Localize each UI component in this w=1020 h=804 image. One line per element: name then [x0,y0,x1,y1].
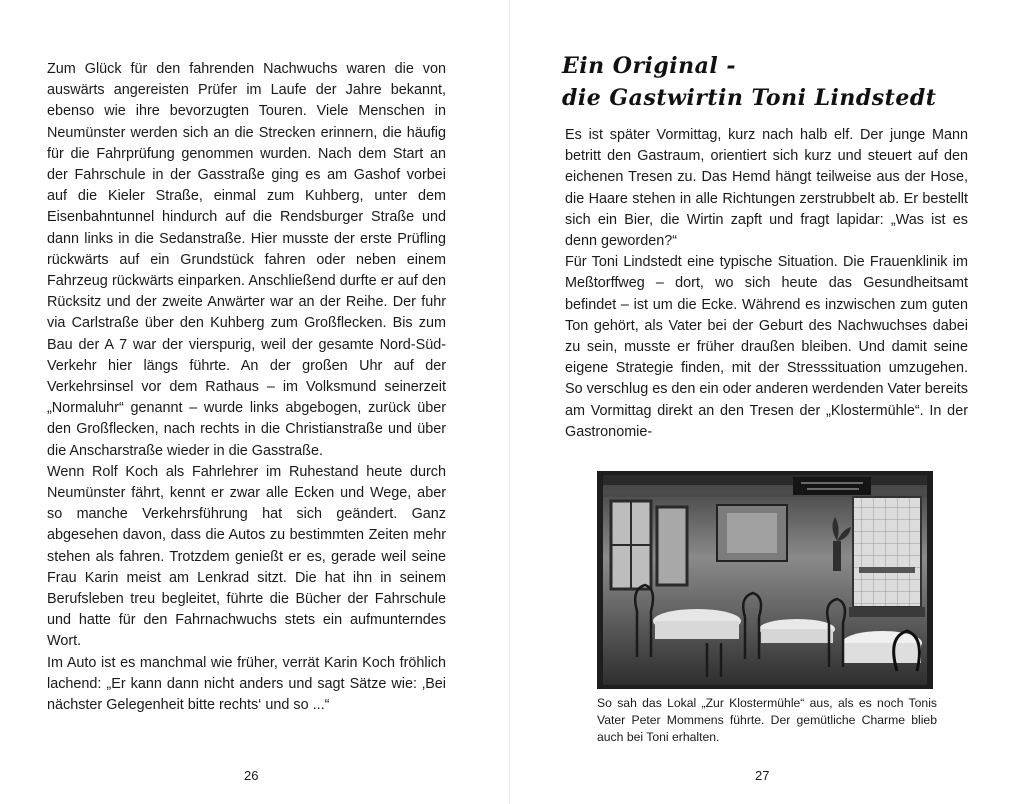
right-page-body [565,125,968,443]
left-paragraph: Wenn Rolf Koch als Fahrlehrer im Ruhestand heute durch Neumünster fährt, kennt er zwar alle Ecken und Wege, aber so manche Verkehrsführung hat sich geändert. Ganz abgesehen davon, dass die Autos zu bestimmten Zeiten mehr stehen als fahren. Trotzdem genießt er es, gerade weil seine Frau Karin meist am Lenkrad sitzt. Die hat ihn in seinem Berufsleben treu begleitet, führte die Bücher der Fahrschule und hatte für den Fahrnachwuchs stets ein aufmunterndes Wort. [47,463,446,650]
left-paragraph: Zum Glück für den fahrenden Nachwuchs waren die von auswärts angereisten Prüfer im Laufe der Jahre bekannt, ebenso wie ihre bevorzugten Touren. Viele Menschen in Neumünster werden sich an die Strecken erinnern, die häufig für die Fahrprüfung genommen wurden. Nach dem Start an der Fahrschule in der Gasstraße ging es am Gashof vorbei auf die Kieler Straße, einmal zum Kuhberg, unter dem Eisenbahntunnel hindurch auf die Rendsburger Straße und dann links in die Sedanstraße. Hier musste der erste Prüfling rückwärts auf ein Grundstück fahren oder neben einem Fahrzeug rückwärts einparken. Anschließend durfte er auf den Rücksitz und der zweite Anwärter war an der Reihe. Der fuhr via Carlstraße über den Kuhberg zum Großflecken. Bis zum Bau der A 7 war der vierspurig, weil der gesamte Nord-Süd-Verkehr hier längs führte. An der großen Uhr auf der Verkehrsinsel vor dem Rathaus – im Volksmund seinerzeit „Normaluhr“ genannt – wurde links abgebogen, zurück über den Großflecken, nach rechts in die Christianstraße und über die Anscharstraße wieder in die Gasstraße. [47,61,446,459]
right-paragraph: Es ist später Vormittag, kurz nach halb elf. Der junge Mann betritt den Gastraum, orientiert sich kurz und steuert auf den eichenen Tresen zu. Das Hemd hängt teilweise aus der Hose, die Haare stehen in alle Richtungen zerstrubbelt ab. Er bestellt sich ein Bier, die Wirtin zapft und fragt lapidar: „Was ist es denn geworden?“ [565,127,968,250]
left-paragraph: Im Auto ist es manchmal wie früher, verrät Karin Koch fröhlich lachend: „Er kann dann nicht anders und sagt Sätze wie: ‚Bei nächster Gelegenheit bitte rechts‘ und so ...“ [47,654,446,714]
right-paragraph: Für Toni Lindstedt eine typische Situation. Die Frauenklinik im Meßtorffweg – dort, wo sich heute das Gesundheitsamt befindet – ist um die Ecke. Während es inzwischen zum guten Ton gehört, als Vater bei der Geburt des Nachwuchses dabei zu sein, musste er früher draußen bleiben. Und damit seine eigene Strategie finden, mit der Stresssituation umzugehen. So verschlug es den ein oder anderen werdenden Vater bereits am Vormittag direkt an den Tresen der „Klostermühle“. In der Gastronomie- [565,254,968,440]
restaurant-photo [597,471,933,689]
left-page-number: 26 [244,768,259,783]
chapter-title-line-1: Ein Original - [562,53,737,79]
chapter-title [562,50,936,114]
right-page [510,0,1020,804]
left-page-body [47,59,446,716]
chapter-title-line-2: die Gastwirtin Toni Lindstedt [562,85,937,111]
right-page-number: 27 [755,768,770,783]
photo-caption: So sah das Lokal „Zur Klostermühle“ aus, als es noch Tonis Vater Peter Mommens führte. Der gemütliche Charme blieb auch bei Toni erhalten. [597,696,937,744]
left-page [0,0,509,804]
